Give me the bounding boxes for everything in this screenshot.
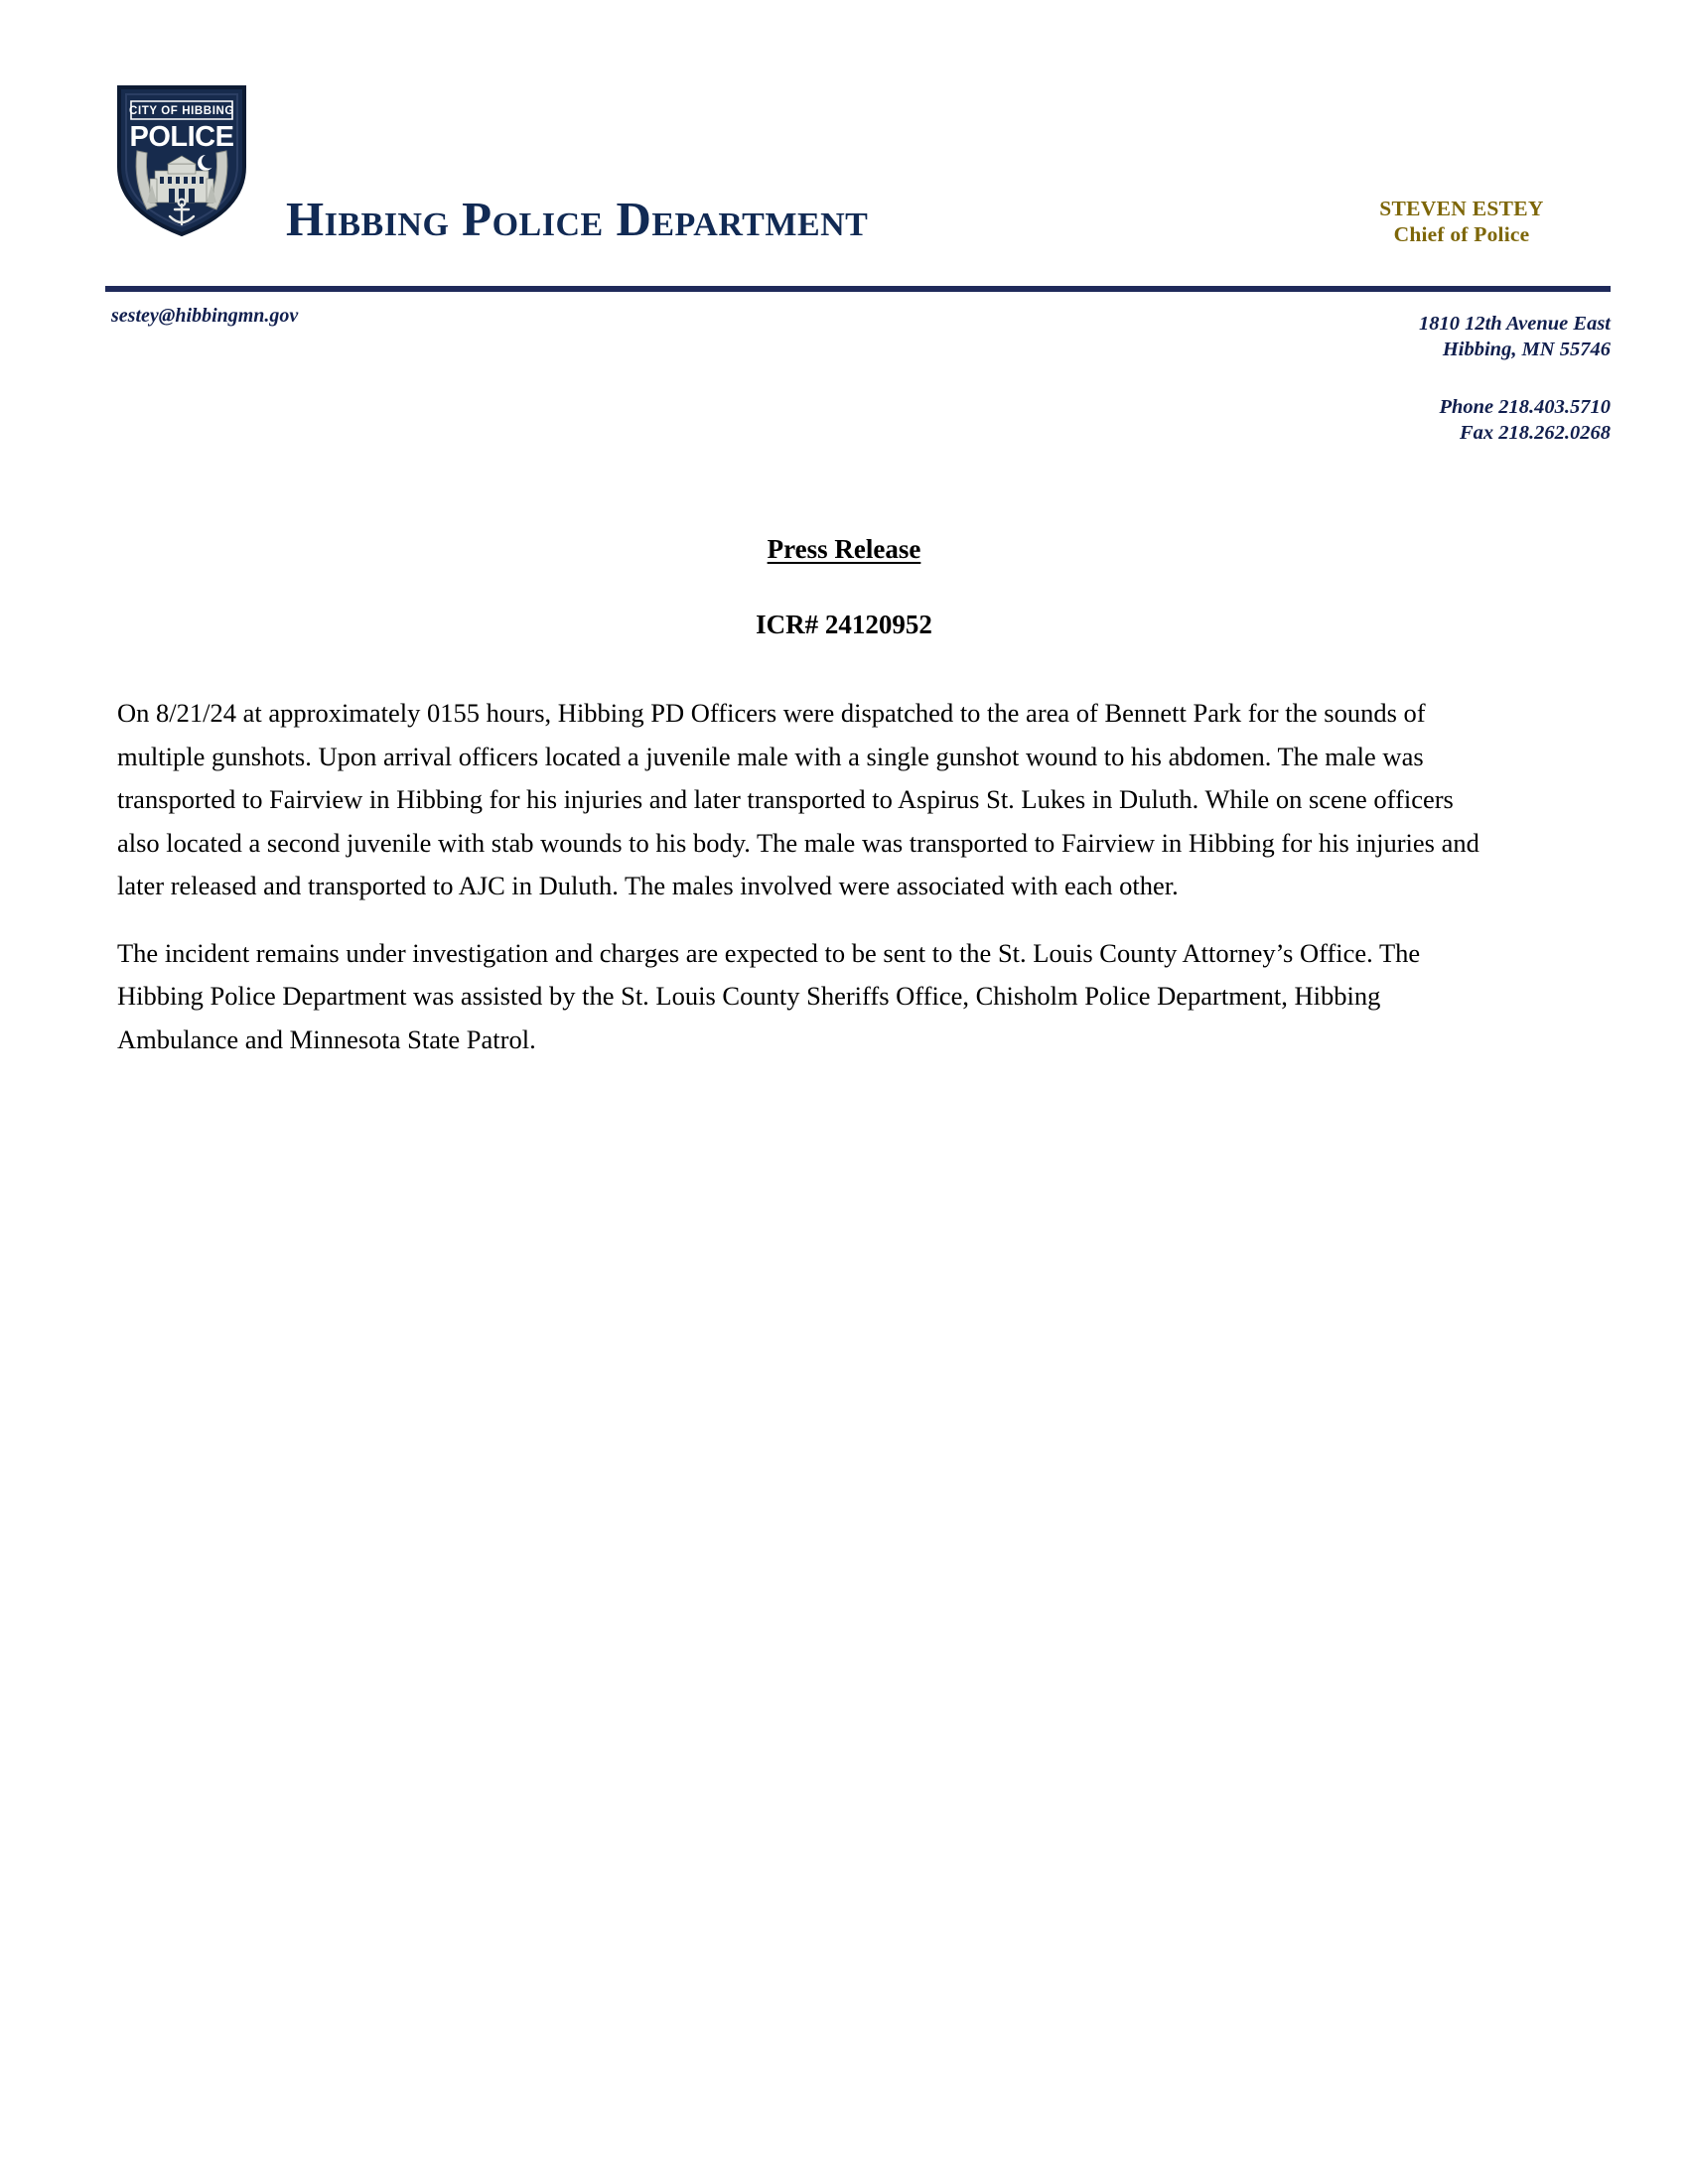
chief-name: STEVEN ESTEY: [1379, 197, 1544, 220]
chief-role: Chief of Police: [1393, 222, 1530, 247]
contact-email[interactable]: sestey@hibbingmn.gov: [111, 305, 299, 327]
release-body: [117, 692, 1479, 1085]
svg-text:POLICE: POLICE: [129, 121, 234, 153]
mailing-address: [1419, 311, 1611, 362]
letterhead: [0, 0, 1688, 445]
body-paragraph: The incident remains under investigation and charges are expected to be sent to the St. Louis County Attorney’s Office. The Hibbing Police Department was assisted by the St. Louis County Sheriffs Office, Chisholm Police Department, Hibbing Ambulance and Minnesota State Patrol.: [117, 937, 1421, 1054]
fax-number: Fax 218.262.0268: [1459, 422, 1611, 445]
hibbing-police-badge-icon: [107, 79, 256, 238]
svg-text:CITY OF HIBBING: CITY OF HIBBING: [129, 105, 234, 117]
page-title: Hibbing Police Department: [286, 192, 869, 246]
document-heading-text: Press Release: [767, 534, 921, 564]
address-line-1: 1810 12th Avenue East: [1418, 313, 1611, 335]
chief-block: [1313, 196, 1611, 247]
body-paragraph: On 8/21/24 at approximately 0155 hours, Hibbing PD Officers were dispatched to the area of Bennett Park for the sounds of multiple gunshots. Upon arrival officers located a juvenile male with a single gunshot wound to his abdomen. The male was transported to Fairview in Hibbing for his injuries and later transported to Aspirus St. Lukes in Duluth. While on scene officers also located a second juvenile with stab wounds to his body. The male was transported to Fairview in Hibbing for his injuries and later released and transported to AJC in Duluth. The males involved were associated with each other.: [117, 698, 1479, 900]
address-line-2: Hibbing, MN 55746: [1442, 339, 1611, 361]
contact-numbers: [1439, 394, 1611, 446]
phone-number: Phone 218.403.5710: [1439, 396, 1611, 418]
document-heading: [0, 534, 1688, 565]
case-number: ICR# 24120952: [756, 610, 932, 639]
header-divider: [105, 286, 1611, 292]
